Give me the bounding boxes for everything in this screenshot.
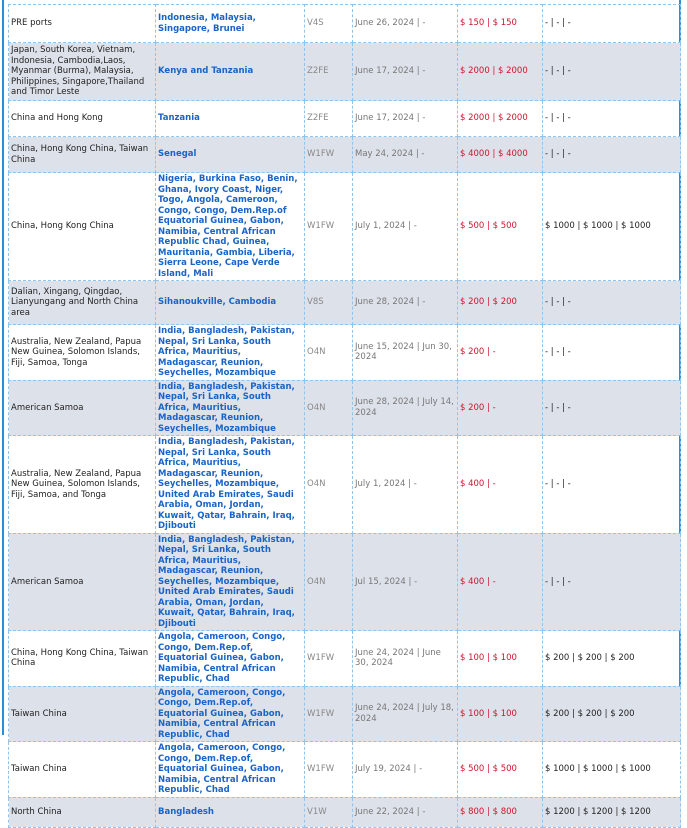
effective-date-cell: May 24, 2024 | - xyxy=(353,137,458,173)
origin-cell: Australia, New Zealand, Papua New Guinea, Solomon Islands, Fiji, Samoa, and Tonga xyxy=(9,436,156,534)
origin-cell: American Samoa xyxy=(9,380,156,436)
price-cell: $ 2000 | $ 2000 xyxy=(458,43,543,101)
origin-cell: China and Hong Kong xyxy=(9,101,156,137)
destination-link[interactable]: Indonesia, Malaysia, Singapore, Brunei xyxy=(156,5,305,43)
destination-link[interactable]: India, Bangladesh, Pakistan, Nepal, Sri Lanka, South Africa, Mauritius, Madagascar, Reunion, Seychelles, Mozambique xyxy=(156,325,305,381)
extra-charge-cell: $ 1000 | $ 1000 | $ 1000 xyxy=(543,173,681,281)
route-code-cell: V8S xyxy=(305,281,353,325)
effective-date-cell: July 1, 2024 | - xyxy=(353,173,458,281)
origin-cell: China, Hong Kong China, Taiwan China xyxy=(9,631,156,687)
route-code-cell: W1FW xyxy=(305,631,353,687)
extra-charge-cell: $ 200 | $ 200 | $ 200 xyxy=(543,631,681,687)
table-row xyxy=(9,631,681,687)
table-row xyxy=(9,797,681,827)
destination-link[interactable]: Sihanoukville, Cambodia xyxy=(156,281,305,325)
route-code-cell: W1FW xyxy=(305,173,353,281)
destination-link[interactable]: Angola, Cameroon, Congo, Congo, Dem.Rep.of, Equatorial Guinea, Gabon, Namibia, Central African Republic, Chad xyxy=(156,742,305,798)
route-code-cell: O4N xyxy=(305,533,353,631)
origin-cell: Dalian, Xingang, Qingdao, Lianyungang and North China area xyxy=(9,281,156,325)
price-cell: $ 500 | $ 500 xyxy=(458,173,543,281)
extra-charge-cell: $ 200 | $ 200 | $ 200 xyxy=(543,686,681,742)
destination-link[interactable]: Kenya and Tanzania xyxy=(156,43,305,101)
origin-cell: PRE ports xyxy=(9,5,156,43)
table-row xyxy=(9,281,681,325)
extra-charge-cell: - | - | - xyxy=(543,101,681,137)
price-cell: $ 400 | - xyxy=(458,436,543,534)
table-row xyxy=(9,533,681,631)
table-row xyxy=(9,101,681,137)
effective-date-cell: June 28, 2024 | July 14, 2024 xyxy=(353,380,458,436)
price-cell: $ 100 | $ 100 xyxy=(458,631,543,687)
route-code-cell: W1FW xyxy=(305,137,353,173)
extra-charge-cell: $ 1200 | $ 1200 | $ 1200 xyxy=(543,797,681,827)
effective-date-cell: June 17, 2024 | - xyxy=(353,43,458,101)
price-cell: $ 200 | - xyxy=(458,325,543,381)
origin-cell: China, Hong Kong China, Taiwan China xyxy=(9,137,156,173)
route-code-cell: V1W xyxy=(305,797,353,827)
extra-charge-cell: $ 1000 | $ 1000 | $ 1000 xyxy=(543,742,681,798)
origin-cell: China, Hong Kong China xyxy=(9,173,156,281)
route-code-cell: O4N xyxy=(305,436,353,534)
extra-charge-cell: - | - | - xyxy=(543,137,681,173)
extra-charge-cell: - | - | - xyxy=(543,436,681,534)
effective-date-cell: June 22, 2024 | - xyxy=(353,797,458,827)
route-code-cell: V4S xyxy=(305,5,353,43)
price-cell: $ 100 | $ 100 xyxy=(458,686,543,742)
price-cell: $ 200 | $ 200 xyxy=(458,281,543,325)
destination-link[interactable]: India, Bangladesh, Pakistan, Nepal, Sri Lanka, South Africa, Mauritius, Madagascar, Reunion, Seychelles, Mozambique, United Arab Emirates, Saudi Arabia, Oman, Jordan, Kuwait, Qatar, Bahrain, Iraq, Djibouti xyxy=(156,436,305,534)
origin-cell: Taiwan China xyxy=(9,742,156,798)
table-row xyxy=(9,380,681,436)
table-row xyxy=(9,137,681,173)
origin-cell: Taiwan China xyxy=(9,686,156,742)
origin-cell: North China xyxy=(9,797,156,827)
origin-cell: American Samoa xyxy=(9,533,156,631)
price-cell: $ 800 | $ 800 xyxy=(458,797,543,827)
table-row xyxy=(9,5,681,43)
origin-cell: Australia, New Zealand, Papua New Guinea, Solomon Islands, Fiji, Samoa, Tonga xyxy=(9,325,156,381)
destination-link[interactable]: Angola, Cameroon, Congo, Congo, Dem.Rep.of, Equatorial Guinea, Gabon, Namibia, Central African Republic, Chad xyxy=(156,686,305,742)
extra-charge-cell: - | - | - xyxy=(543,5,681,43)
table-row xyxy=(9,436,681,534)
table-row xyxy=(9,325,681,381)
table-row xyxy=(9,43,681,101)
route-code-cell: O4N xyxy=(305,380,353,436)
extra-charge-cell: - | - | - xyxy=(543,281,681,325)
extra-charge-cell: - | - | - xyxy=(543,43,681,101)
effective-date-cell: June 24, 2024 | June 30, 2024 xyxy=(353,631,458,687)
destination-link[interactable]: Tanzania xyxy=(156,101,305,137)
table-row xyxy=(9,173,681,281)
effective-date-cell: June 28, 2024 | - xyxy=(353,281,458,325)
route-code-cell: Z2FE xyxy=(305,43,353,101)
effective-date-cell: June 17, 2024 | - xyxy=(353,101,458,137)
extra-charge-cell: - | - | - xyxy=(543,325,681,381)
route-code-cell: W1FW xyxy=(305,742,353,798)
price-cell: $ 150 | $ 150 xyxy=(458,5,543,43)
price-cell: $ 200 | - xyxy=(458,380,543,436)
destination-link[interactable]: Angola, Cameroon, Congo, Congo, Dem.Rep.of, Equatorial Guinea, Gabon, Namibia, Central African Republic, Chad xyxy=(156,631,305,687)
destination-link[interactable]: India, Bangladesh, Pakistan, Nepal, Sri Lanka, South Africa, Mauritius, Madagascar, Reunion, Seychelles, Mozambique xyxy=(156,380,305,436)
effective-date-cell: June 26, 2024 | - xyxy=(353,5,458,43)
destination-link[interactable]: India, Bangladesh, Pakistan, Nepal, Sri Lanka, South Africa, Mauritius, Madagascar, Reunion, Seychelles, Mozambique, United Arab Emirates, Saudi Arabia, Oman, Jordan, Kuwait, Qatar, Bahrain, Iraq, Djibouti xyxy=(156,533,305,631)
table-frame xyxy=(2,0,681,817)
effective-date-cell: July 1, 2024 | - xyxy=(353,436,458,534)
price-cell: $ 500 | $ 500 xyxy=(458,742,543,798)
route-code-cell: W1FW xyxy=(305,686,353,742)
table-row xyxy=(9,686,681,742)
price-cell: $ 2000 | $ 2000 xyxy=(458,101,543,137)
destination-link[interactable]: Senegal xyxy=(156,137,305,173)
surcharge-table xyxy=(8,4,681,828)
effective-date-cell: June 15, 2024 | Jun 30, 2024 xyxy=(353,325,458,381)
price-cell: $ 4000 | $ 4000 xyxy=(458,137,543,173)
extra-charge-cell: - | - | - xyxy=(543,533,681,631)
destination-link[interactable]: Nigeria, Burkina Faso, Benin, Ghana, Ivory Coast, Niger, Togo, Angola, Cameroon, Congo, Congo, Dem.Rep.of Equatorial Guinea, Gabon, Namibia, Central African Republic Chad, Guinea, Mauritania, Gambia, Liberia, Sierra Leone, Cape Verde Island, Mali xyxy=(156,173,305,281)
effective-date-cell: Jul 15, 2024 | - xyxy=(353,533,458,631)
route-code-cell: O4N xyxy=(305,325,353,381)
effective-date-cell: June 24, 2024 | July 18, 2024 xyxy=(353,686,458,742)
effective-date-cell: July 19, 2024 | - xyxy=(353,742,458,798)
price-cell: $ 400 | - xyxy=(458,533,543,631)
destination-link[interactable]: Bangladesh xyxy=(156,797,305,827)
table-row xyxy=(9,742,681,798)
route-code-cell: Z2FE xyxy=(305,101,353,137)
extra-charge-cell: - | - | - xyxy=(543,380,681,436)
origin-cell: Japan, South Korea, Vietnam, Indonesia, Cambodia,Laos, Myanmar (Burma), Malaysia, Philippines, Singapore,Thailand and Timor Leste xyxy=(9,43,156,101)
